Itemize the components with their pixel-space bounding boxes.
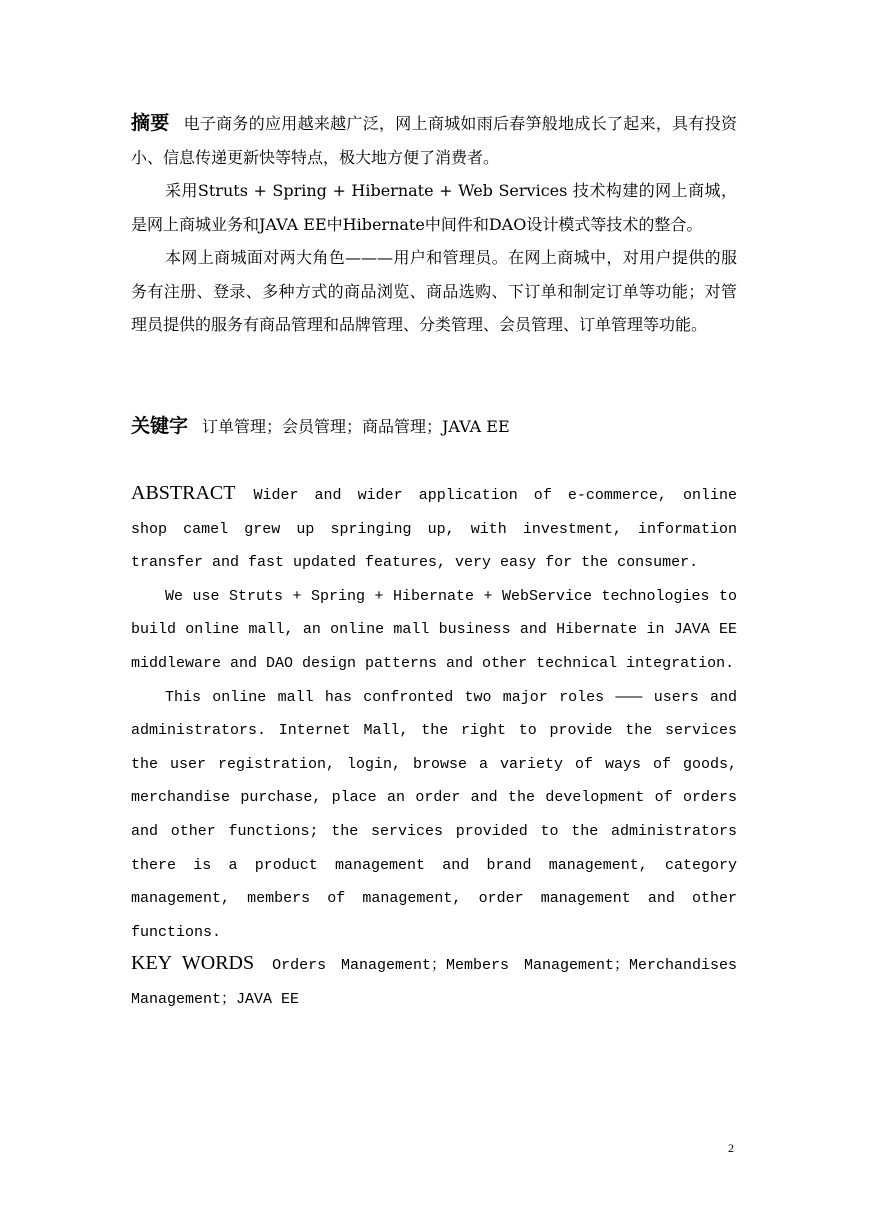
chinese-keywords — [131, 410, 737, 444]
chinese-abstract — [131, 107, 737, 342]
page-number: 2 — [728, 1141, 734, 1155]
abstract-zh-paragraph-3: 本网上商城面对两大角色———用户和管理员。在网上商城中，对用户提供的服务有注册、登录、多种方式的商品浏览、商品选购、下订单和制定订单等功能；对管理员提供的服务有商品管理和品牌管理、分类管理、会员管理、订单管理等功能。 — [131, 248, 737, 334]
keywords-en-text: Orders Management；Members Management；Merchandises Management；JAVA EE — [131, 957, 737, 1008]
abstract-zh-paragraph-1: 摘要 电子商务的应用越来越广泛，网上商城如雨后春笋般地成长了起来，具有投资小、信息传递更新快等特点，极大地方便了消费者。 — [131, 112, 737, 167]
keywords-en-heading: KEY WORDS — [131, 952, 255, 974]
english-keywords — [131, 947, 737, 1016]
abstract-zh-heading: 摘要 — [131, 112, 170, 134]
abstract-en-paragraph-1: ABSTRACT Wider and wider application of e-commerce, online shop camel grew up springing up, with investment, information transfer and fast updated features, very easy for the consumer. — [131, 482, 737, 572]
abstract-en-paragraph-2: We use Struts + Spring + Hibernate + WebService technologies to build online mall, an online mall business and Hibernate in JAVA EE middleware and DAO design patterns and other technical integration. — [131, 587, 737, 672]
abstract-en-paragraph-3: This online mall has confronted two major roles ——— users and administrators. Internet Mall, the right to provide the services the user registration, login, browse a variety of ways of goods, merchandise purchase, place an order and the development of orders and other functions; the services provided to the administrators there is a product management and brand management, category management, members of management, order management and other functions. — [131, 688, 737, 941]
abstract-zh-paragraph-2: 采用Struts + Spring + Hibernate + Web Services 技术构建的网上商城，是网上商城业务和JAVA EE中Hibernate中间件和DAO设计模式等技术的整合。 — [131, 181, 737, 234]
abstract-en-heading: ABSTRACT — [131, 482, 236, 504]
keywords-zh-text: 订单管理；会员管理；商品管理；JAVA EE — [202, 417, 510, 436]
keywords-zh-heading: 关键字 — [131, 415, 189, 437]
english-abstract — [131, 477, 737, 949]
